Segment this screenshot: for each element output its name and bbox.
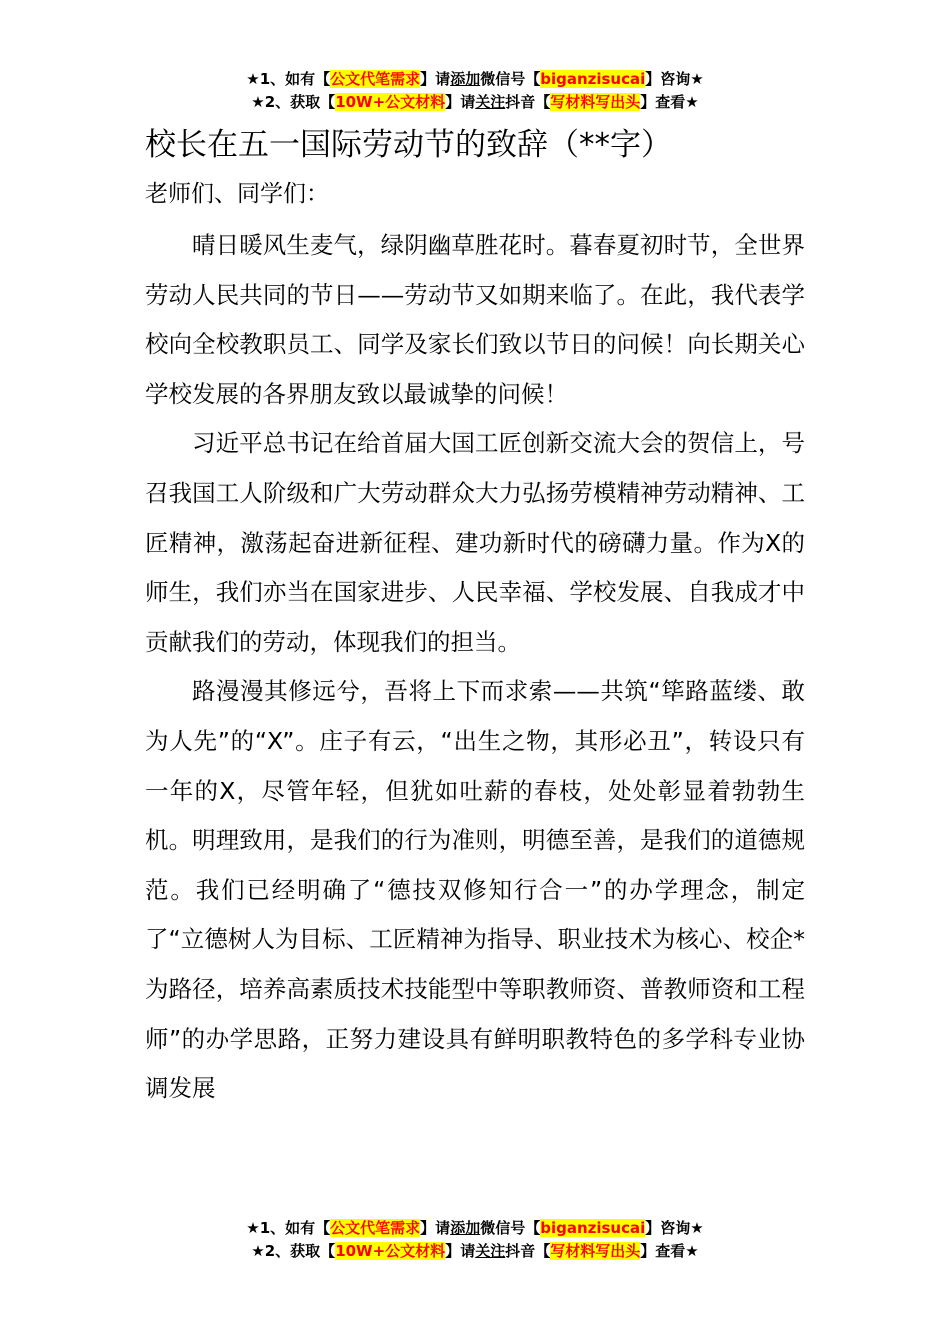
document-body [145, 221, 805, 1211]
banner-text: 】请 [420, 70, 451, 88]
banner-highlight: 写材料写出头 [550, 93, 641, 111]
banner-line-1 [0, 68, 950, 91]
footer-banner [0, 1217, 950, 1263]
banner-text: 微信号【 [480, 1219, 541, 1237]
banner-underlined: 关注 [475, 93, 506, 111]
banner-highlight: 10W+公文材料 [335, 1242, 446, 1260]
header-banner [0, 68, 950, 114]
banner-highlight: biganzisucai [540, 70, 646, 88]
banner-text: 】查看★ [640, 1242, 699, 1260]
paragraph: 晴日暖风生麦气，绿阴幽草胜花时。暮春夏初时节，全世界劳动人民共同的节日——劳动节又如期来临了。在此，我代表学校向全校教职员工、同学及家长们致以节日的问候！向长期关心学校发展的各界朋友致以最诚挚的问候！ [145, 231, 805, 408]
salutation: 老师们、同学们： [145, 181, 329, 207]
banner-underlined: 关注 [475, 1242, 506, 1260]
banner-highlight: 公文代笔需求 [330, 70, 421, 88]
paragraph: 路漫漫其修远兮，吾将上下而求索——共筑“筚路蓝缕、敢为人先”的“X”。庄子有云，“出生之物，其形必丑”，转设只有一年的X，尽管年轻，但犹如吐薪的春枝，处处彰显着勃勃生机。明理致用，是我们的行为准则，明德至善，是我们的道德规范。我们已经明确了“德技双修知行合一”的办学理念，制定了“立德树人为目标、工匠精神为指导、职业技术为核心、校企*为路径，培养高素质技术技能型中等职教师资、普教师资和工程师”的办学思路，正努力建设具有鲜明职教特色的多学科专业协调发展 [145, 677, 805, 1103]
paragraph: 习近平总书记在给首届大国工匠创新交流大会的贺信上，号召我国工人阶级和广大劳动群众大力弘扬劳模精神劳动精神、工匠精神，激荡起奋进新征程、建功新时代的磅礴力量。作为X的师生，我们亦当在国家进步、人民幸福、学校发展、自我成才中贡献我们的劳动，体现我们的担当。 [145, 429, 805, 656]
banner-highlight: biganzisucai [540, 1219, 646, 1237]
banner-line-2 [0, 1240, 950, 1263]
banner-underlined: 添加 [450, 70, 481, 88]
banner-text: 】咨询★ [645, 70, 704, 88]
document-title: 校长在五一国际劳动节的致辞（**字） [145, 127, 672, 163]
banner-highlight: 10W+公文材料 [335, 93, 446, 111]
banner-text: 】查看★ [640, 93, 699, 111]
banner-text: 抖音【 [505, 93, 551, 111]
banner-text: 】请 [445, 93, 476, 111]
banner-text: 抖音【 [505, 1242, 551, 1260]
banner-highlight: 公文代笔需求 [330, 1219, 421, 1237]
banner-text: 微信号【 [480, 70, 541, 88]
banner-text: ★1、如有【 [246, 1219, 331, 1237]
banner-underlined: 添加 [450, 1219, 481, 1237]
banner-line-2 [0, 91, 950, 114]
banner-text: 】咨询★ [645, 1219, 704, 1237]
banner-highlight: 写材料写出头 [550, 1242, 641, 1260]
banner-text: ★1、如有【 [246, 70, 331, 88]
banner-text: 】请 [420, 1219, 451, 1237]
banner-text: ★2、获取【 [251, 1242, 336, 1260]
banner-text: ★2、获取【 [251, 93, 336, 111]
banner-text: 】请 [445, 1242, 476, 1260]
banner-line-1 [0, 1217, 950, 1240]
